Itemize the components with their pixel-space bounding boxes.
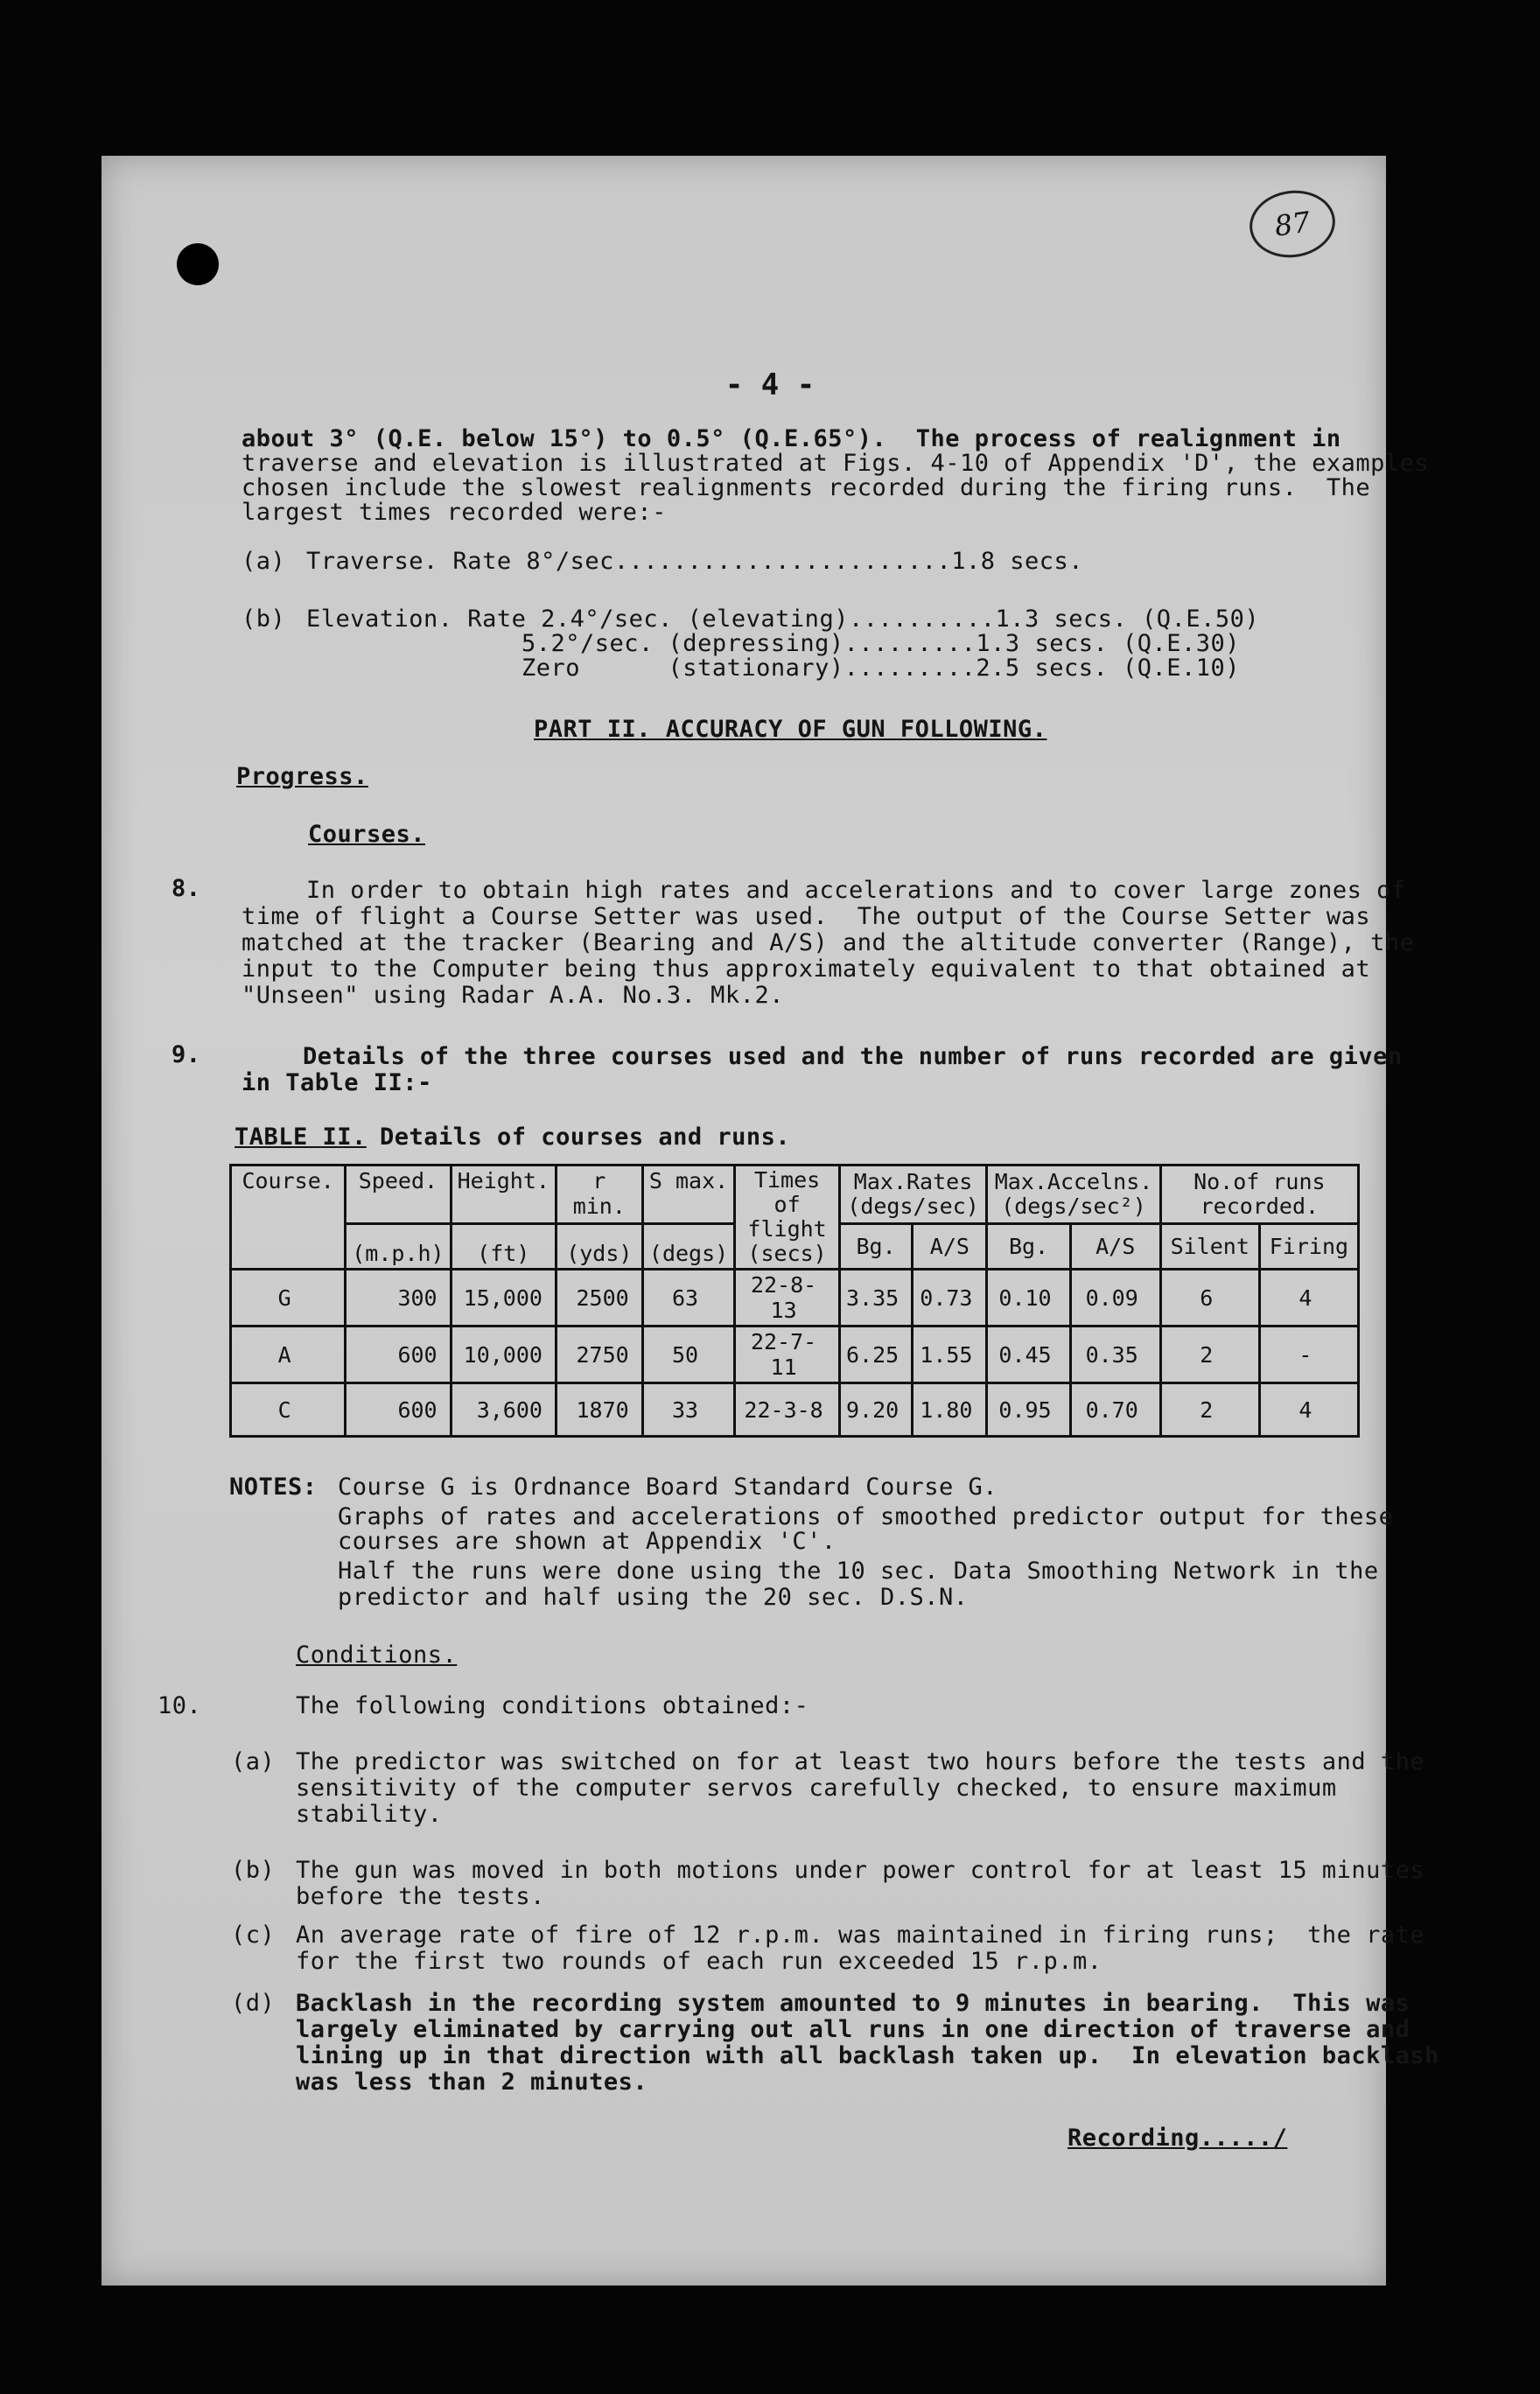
table-row — [231, 1270, 1359, 1326]
header-rmin: r min. — [556, 1166, 642, 1224]
header-runs-label-2: recorded. — [1200, 1194, 1320, 1219]
header-smax: S max. — [642, 1166, 735, 1224]
cell-smax: 50 — [642, 1326, 735, 1383]
item-a-label: (a) — [242, 548, 286, 575]
cell-rate-as: 0.73 — [913, 1270, 987, 1326]
cell-firing: - — [1259, 1326, 1358, 1383]
para-8-line-1: In order to obtain high rates and accelerations and to cover large zones of — [306, 877, 1406, 904]
folio-number: 87 — [1245, 186, 1340, 263]
para-8-line-3: matched at the tracker (Bearing and A/S) and the altitude converter (Range), the — [242, 929, 1415, 956]
condition-d-line-4: was less than 2 minutes. — [296, 2068, 648, 2096]
cell-silent: 6 — [1160, 1270, 1259, 1326]
punch-hole — [177, 243, 219, 285]
condition-d-label: (d) — [231, 1990, 276, 2017]
table-caption-label: TABLE II. — [234, 1124, 367, 1151]
cell-rate-bg: 3.35 — [839, 1270, 913, 1326]
cell-height: 3,600 — [451, 1383, 556, 1437]
para-8-line-5: "Unseen" using Radar A.A. No.3. Mk.2. — [242, 982, 784, 1009]
cell-tof: 22-7-11 — [735, 1326, 839, 1383]
notes-line-5: predictor and half using the 20 sec. D.S.N. — [338, 1584, 969, 1611]
unit-height: (ft) — [451, 1224, 556, 1270]
header-runs — [1160, 1166, 1358, 1224]
condition-a-line-2: sensitivity of the computer servos carefully checked, to ensure maximum — [296, 1774, 1337, 1802]
unit-speed: (m.p.h) — [346, 1224, 451, 1270]
cell-rmin: 1870 — [556, 1383, 642, 1437]
cell-height: 15,000 — [451, 1270, 556, 1326]
condition-b-line-1: The gun was moved in both motions under power control for at least 15 minutes — [296, 1857, 1425, 1884]
traverse-time: Traverse. Rate 8°/sec.......................1.8 secs. — [306, 548, 1084, 575]
para-8-number: 8. — [172, 875, 201, 902]
header-course: Course. — [231, 1166, 346, 1270]
header-speed: Speed. — [346, 1166, 451, 1224]
intro-line-4: largest times recorded were:- — [242, 499, 667, 526]
para-8-line-2: time of flight a Course Setter was used. The output of the Course Setter was — [242, 903, 1371, 930]
cell-height: 10,000 — [451, 1326, 556, 1383]
intro-line-1: about 3° (Q.E. below 15°) to 0.5° (Q.E.65°). The process of realignment in — [242, 425, 1341, 452]
condition-d-line-2: largely eliminated by carrying out all runs in one direction of traverse and — [296, 2016, 1410, 2043]
header-max-accelns — [987, 1166, 1160, 1224]
progress-heading: Progress. — [236, 763, 368, 790]
conditions-intro: The following conditions obtained:- — [296, 1692, 809, 1719]
table-row — [231, 1326, 1359, 1383]
unit-smax: (degs) — [642, 1224, 735, 1270]
notes-line-3: courses are shown at Appendix 'C'. — [338, 1528, 836, 1555]
elevation-time-1: Elevation. Rate 2.4°/sec. (elevating)..........1.3 secs. (Q.E.50) — [306, 606, 1260, 633]
cell-accel-bg: 0.95 — [987, 1383, 1070, 1437]
condition-b-label: (b) — [231, 1857, 276, 1884]
header-silent: Silent — [1160, 1224, 1259, 1270]
header-rate-bg: Bg. — [839, 1224, 913, 1270]
condition-c-line-2: for the first two rounds of each run exceeded 15 r.p.m. — [296, 1948, 1102, 1975]
para-9-line-2: in Table II:- — [242, 1069, 432, 1096]
header-height: Height. — [451, 1166, 556, 1224]
courses-heading: Courses. — [308, 821, 426, 848]
notes-line-2: Graphs of rates and accelerations of smoothed predictor output for these — [338, 1503, 1394, 1530]
header-firing: Firing — [1259, 1224, 1358, 1270]
cell-silent: 2 — [1160, 1383, 1259, 1437]
condition-c-line-1: An average rate of fire of 12 r.p.m. was maintained in firing runs; the rate — [296, 1922, 1425, 1949]
header-accel-bg: Bg. — [987, 1224, 1070, 1270]
header-max-rates-unit: (degs/sec) — [847, 1194, 979, 1219]
cell-accel-as: 0.09 — [1070, 1270, 1160, 1326]
cell-rmin: 2750 — [556, 1326, 642, 1383]
header-rate-as: A/S — [913, 1224, 987, 1270]
cell-accel-as: 0.70 — [1070, 1383, 1160, 1437]
table-row — [231, 1383, 1359, 1437]
cell-accel-bg: 0.10 — [987, 1270, 1070, 1326]
item-b-label: (b) — [242, 606, 286, 633]
header-tof-2: of — [774, 1192, 801, 1217]
header-accel-as: A/S — [1070, 1224, 1160, 1270]
header-tof-3: flight — [747, 1216, 827, 1242]
cell-speed: 600 — [346, 1326, 451, 1383]
condition-a-line-1: The predictor was switched on for at least two hours before the tests and the — [296, 1748, 1425, 1775]
cell-silent: 2 — [1160, 1326, 1259, 1383]
header-time-of-flight — [735, 1166, 839, 1270]
cell-firing: 4 — [1259, 1383, 1358, 1437]
conditions-heading: Conditions. — [296, 1642, 458, 1669]
para-9-line-1: Details of the three courses used and the number of runs recorded are given — [303, 1043, 1403, 1070]
header-tof-1: Times — [753, 1167, 821, 1193]
para-9-number: 9. — [172, 1041, 201, 1068]
intro-line-3: chosen include the slowest realignments recorded during the firing runs. The — [242, 474, 1371, 501]
cell-rate-bg: 6.25 — [839, 1326, 913, 1383]
cell-accel-bg: 0.45 — [987, 1326, 1070, 1383]
condition-a-line-3: stability. — [296, 1801, 443, 1828]
header-runs-label: No.of runs — [1194, 1169, 1326, 1194]
cell-rate-as: 1.80 — [913, 1383, 987, 1437]
courses-table — [229, 1164, 1360, 1438]
cell-rmin: 2500 — [556, 1270, 642, 1326]
cell-tof: 22-8-13 — [735, 1270, 839, 1326]
para-8-line-4: input to the Computer being thus approximately equivalent to that obtained at — [242, 956, 1371, 983]
notes-line-1: Course G is Ordnance Board Standard Course G. — [338, 1474, 998, 1501]
cell-speed: 300 — [346, 1270, 451, 1326]
header-max-accelns-unit: (degs/sec²) — [1001, 1194, 1146, 1219]
cell-smax: 33 — [642, 1383, 735, 1437]
condition-c-label: (c) — [231, 1922, 276, 1949]
header-max-rates-label: Max.Rates — [853, 1169, 973, 1194]
notes-line-4: Half the runs were done using the 10 sec. Data Smoothing Network in the — [338, 1558, 1379, 1585]
header-tof-4: (secs) — [747, 1241, 827, 1266]
cell-rate-bg: 9.20 — [839, 1383, 913, 1437]
cell-speed: 600 — [346, 1383, 451, 1437]
unit-rmin: (yds) — [556, 1224, 642, 1270]
cell-course: A — [231, 1326, 346, 1383]
condition-d-line-1: Backlash in the recording system amounted to 9 minutes in bearing. This was — [296, 1990, 1410, 2017]
condition-d-line-3: lining up in that direction with all backlash taken up. In elevation backlash — [296, 2042, 1439, 2069]
cell-smax: 63 — [642, 1270, 735, 1326]
elevation-time-3: Zero (stationary).........2.5 secs. (Q.E.10) — [522, 654, 1241, 682]
cell-tof: 22-3-8 — [735, 1383, 839, 1437]
part-heading: PART II. ACCURACY OF GUN FOLLOWING. — [534, 716, 1047, 743]
cell-course: C — [231, 1383, 346, 1437]
condition-a-label: (a) — [231, 1748, 276, 1775]
page-number: - 4 - — [724, 368, 816, 402]
header-max-rates — [839, 1166, 987, 1224]
cell-firing: 4 — [1259, 1270, 1358, 1326]
cell-rate-as: 1.55 — [913, 1326, 987, 1383]
header-max-accelns-label: Max.Accelns. — [994, 1169, 1153, 1194]
intro-line-2: traverse and elevation is illustrated at Figs. 4-10 of Appendix 'D', the examples — [242, 450, 1430, 477]
catchword: Recording...../ — [1068, 2124, 1288, 2152]
para-10-number: 10. — [158, 1692, 202, 1719]
condition-b-line-2: before the tests. — [296, 1883, 545, 1910]
notes-label: NOTES: — [229, 1474, 318, 1501]
cell-course: G — [231, 1270, 346, 1326]
table-caption-text: Details of courses and runs. — [380, 1124, 791, 1151]
cell-accel-as: 0.35 — [1070, 1326, 1160, 1383]
elevation-time-2: 5.2°/sec. (depressing).........1.3 secs. (Q.E.30) — [522, 630, 1241, 657]
